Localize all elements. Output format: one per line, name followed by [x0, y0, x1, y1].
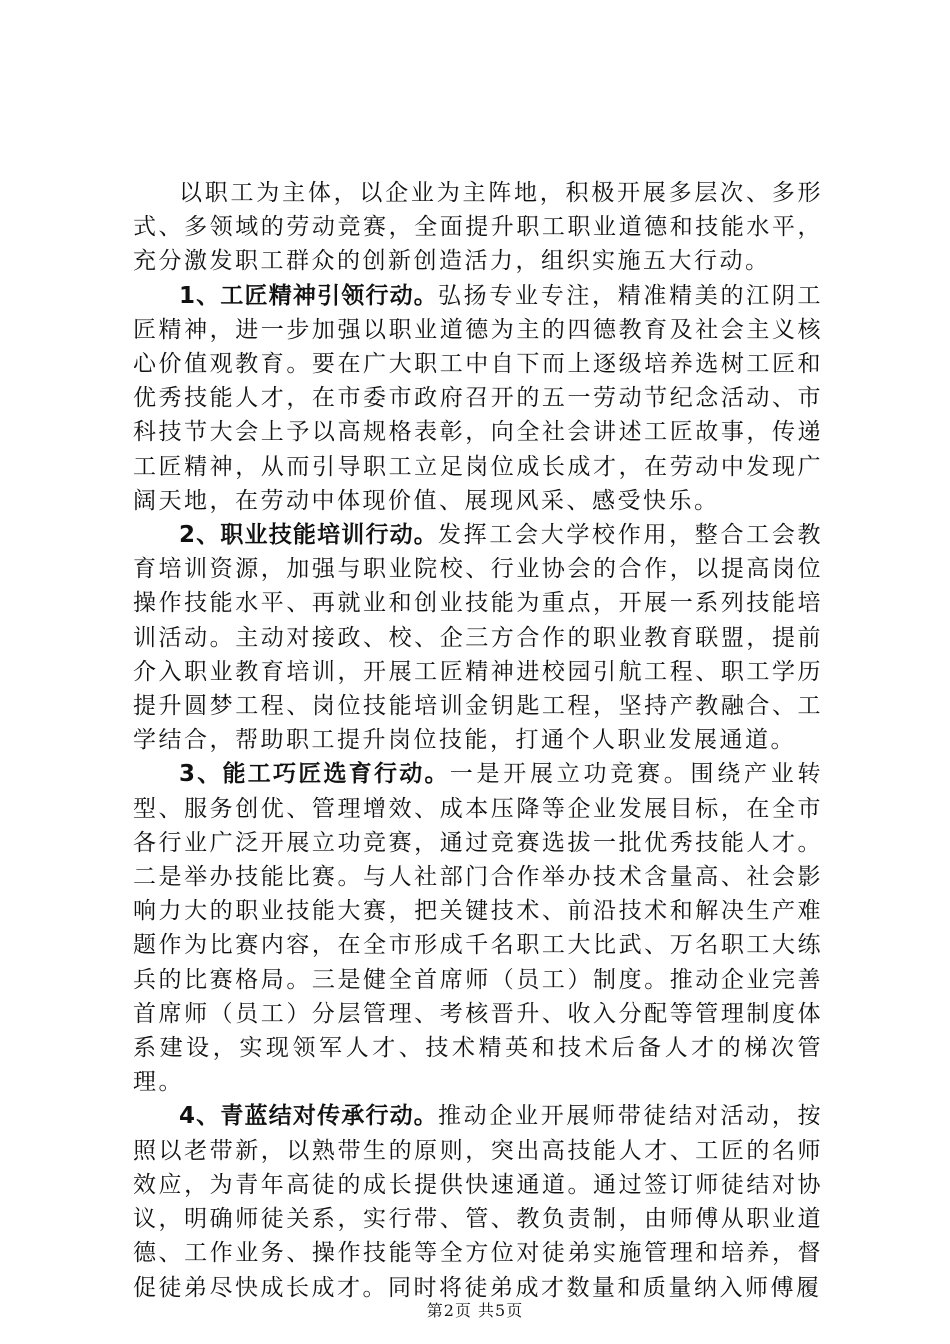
section-paragraph-1	[133, 279, 823, 518]
section-paragraph-3	[133, 757, 823, 1099]
section-body-4: 推动企业开展师带徒结对活动，按照以老带新，以熟带生的原则，突出高技能人才、工匠的名师效应，为青年高徒的成长提供快速通道。通过签订师徒结对协议，明确师徒关系，实行带、管、教负责制，由师傅从职业道德、工作业务、操作技能等全方位对徒弟实施管理和培养，督促徒弟尽快成长成才。同时将徒弟成才数量和质量纳入师傅履	[133, 1103, 823, 1301]
section-paragraph-2	[133, 518, 823, 757]
section-body-2: 发挥工会大学校作用，整合工会教育培训资源，加强与职业院校、行业协会的合作，以提高岗位操作技能水平、再就业和创业技能为重点，开展一系列技能培训活动。主动对接政、校、企三方合作的职业教育联盟，提前介入职业教育培训，开展工匠精神进校园引航工程、职工学历提升圆梦工程、岗位技能培训金钥匙工程，坚持产教融合、工学结合，帮助职工提升岗位技能，打通个人职业发展通道。	[133, 522, 823, 754]
section-heading-1: 1、工匠精神引领行动。	[179, 282, 438, 309]
page-number-footer: 第2页 共5页	[426, 1301, 524, 1320]
section-body-3: 一是开展立功竞赛。围绕产业转型、服务创优、管理增效、成本压降等企业发展目标，在全市各行业广泛开展立功竞赛，通过竞赛选拔一批优秀技能人才。二是举办技能比赛。与人社部门合作举办技术含量高、社会影响力大的职业技能大赛，把关键技术、前沿技术和解决生产难题作为比赛内容，在全市形成千名职工大比武、万名职工大练兵的比赛格局。三是健全首席师（员工）制度。推动企业完善首席师（员工）分层管理、考核晋升、收入分配等管理制度体系建设，实现领军人才、技术精英和技术后备人才的梯次管理。	[133, 761, 823, 1096]
section-body-1: 弘扬专业专注，精准精美的江阴工匠精神，进一步加强以职业道德为主的四德教育及社会主义核心价值观教育。要在广大职工中自下而上逐级培养选树工匠和优秀技能人才，在市委市政府召开的五一劳动节纪念活动、市科技节大会上予以高规格表彰，向全社会讲述工匠故事，传递工匠精神，从而引导职工立足岗位成长成才，在劳动中发现广阔天地，在劳动中体现价值、展现风采、感受快乐。	[133, 282, 823, 514]
section-heading-2: 2、职业技能培训行动。	[179, 522, 438, 549]
intro-paragraph: 以职工为主体，以企业为主阵地，积极开展多层次、多形式、多领域的劳动竞赛，全面提升职工职业道德和技能水平，充分激发职工群众的创新创造活力，组织实施五大行动。	[133, 180, 823, 275]
section-heading-4: 4、青蓝结对传承行动。	[179, 1103, 438, 1130]
section-paragraph-4	[133, 1099, 823, 1304]
section-heading-3: 3、能工巧匠选育行动。	[179, 761, 450, 788]
document-body	[133, 176, 823, 1305]
